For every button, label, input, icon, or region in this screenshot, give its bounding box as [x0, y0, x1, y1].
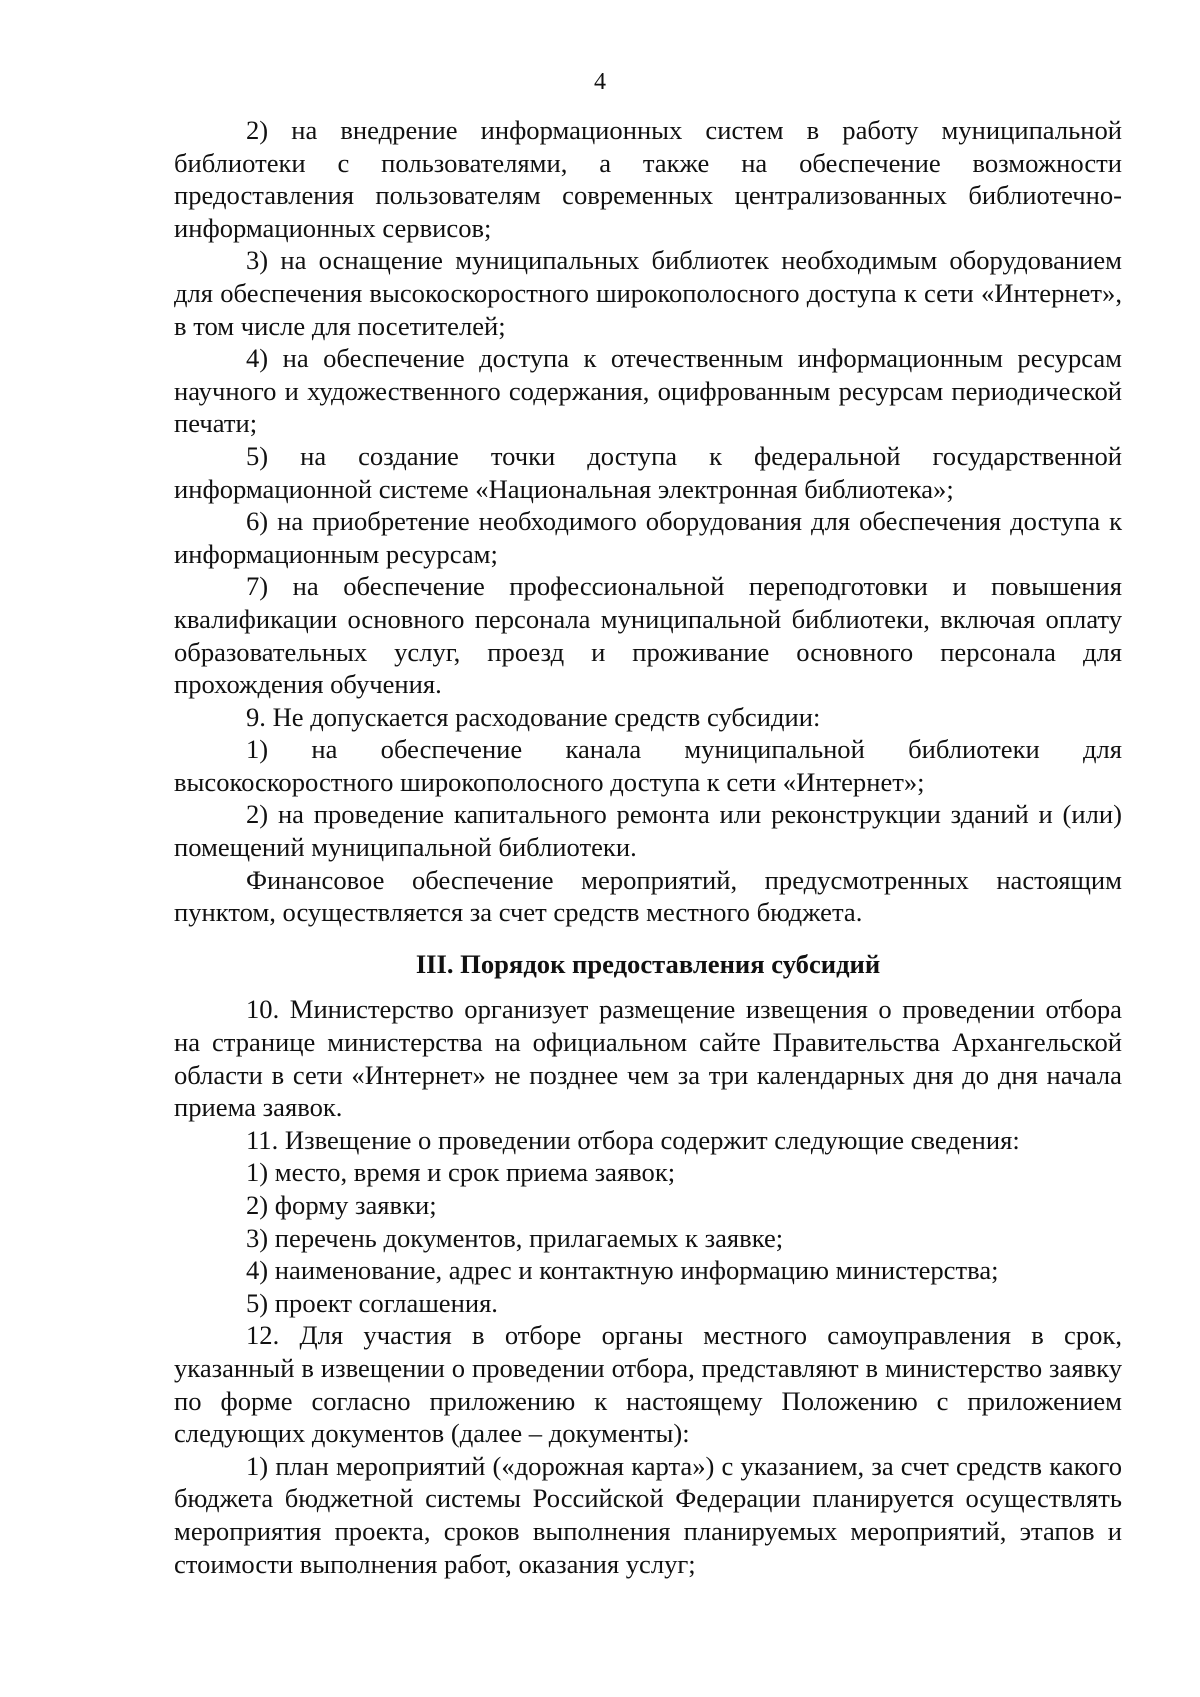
paragraph: 12. Для участия в отборе органы местного самоуправления в срок, указанный в извещении о проведении отбора, представляют в министерство заявку по форме согласно приложению к настоящему Положению с приложением следующих документов (далее – документы):: [174, 1320, 1122, 1449]
paragraph: 4) на обеспечение доступа к отечественным информационным ресурсам научного и художественного содержания, оцифрованным ресурсам периодической печати;: [174, 343, 1122, 439]
paragraph: 10. Министерство организует размещение извещения о проведении отбора на странице министерства на официальном сайте Правительства Архангельской области в сети «Интернет» не позднее чем за три календарных дня до дня начала приема заявок.: [174, 994, 1122, 1123]
section-heading: III. Порядок предоставления субсидий: [415, 948, 881, 979]
paragraph: 4) наименование, адрес и контактную информацию министерства;: [246, 1255, 999, 1286]
paragraph: 2) на проведение капитального ремонта или реконструкции зданий и (или) помещений муниципальной библиотеки.: [174, 799, 1122, 863]
paragraph: 3) перечень документов, прилагаемых к заявке;: [246, 1222, 784, 1253]
paragraph: 7) на обеспечение профессиональной переподготовки и повышения квалификации основного персонала муниципальной библиотеки, включая оплату образовательных услуг, проезд и проживание основного персонала для прохождения обучения.: [174, 571, 1122, 700]
paragraph: 1) на обеспечение канала муниципальной библиотеки для высокоскоростного широкополосного доступа к сети «Интернет»;: [174, 734, 1122, 797]
paragraph: 9. Не допускается расходование средств субсидии:: [246, 701, 821, 732]
paragraph: 11. Извещение о проведении отбора содержит следующие сведения:: [246, 1124, 1020, 1155]
paragraph: 1) место, время и срок приема заявок;: [246, 1157, 676, 1188]
paragraph: 5) на создание точки доступа к федеральной государственной информационной системе «Национальная электронная библиотека»;: [174, 440, 1122, 504]
paragraph: Финансовое обеспечение мероприятий, предусмотренных настоящим пунктом, осуществляется за счет средств местного бюджета.: [174, 864, 1122, 928]
document-body: [174, 114, 1122, 1580]
paragraph: 1) план мероприятий («дорожная карта») с указанием, за счет средств какого бюджета бюджетной системы Российской Федерации планируется осуществлять мероприятия проекта, сроков выполнения планируемых мероприятий, этапов и стоимости выполнения работ, оказания услуг;: [174, 1450, 1122, 1579]
paragraph: 5) проект соглашения.: [246, 1287, 498, 1318]
page-number: 4: [594, 69, 606, 95]
paragraph: 2) форму заявки;: [246, 1190, 437, 1220]
paragraph: 2) на внедрение информационных систем в работу муниципальной библиотеки с пользователями, а также на обеспечение возможности предоставления пользователям современных централизованных библиотечно-информационных сервисов;: [174, 115, 1122, 243]
paragraph: 6) на приобретение необходимого оборудования для обеспечения доступа к информационным ресурсам;: [174, 506, 1122, 569]
paragraph: 3) на оснащение муниципальных библиотек необходимым оборудованием для обеспечения высокоскоростного широкополосного доступа к сети «Интернет», в том числе для посетителей;: [174, 245, 1122, 341]
